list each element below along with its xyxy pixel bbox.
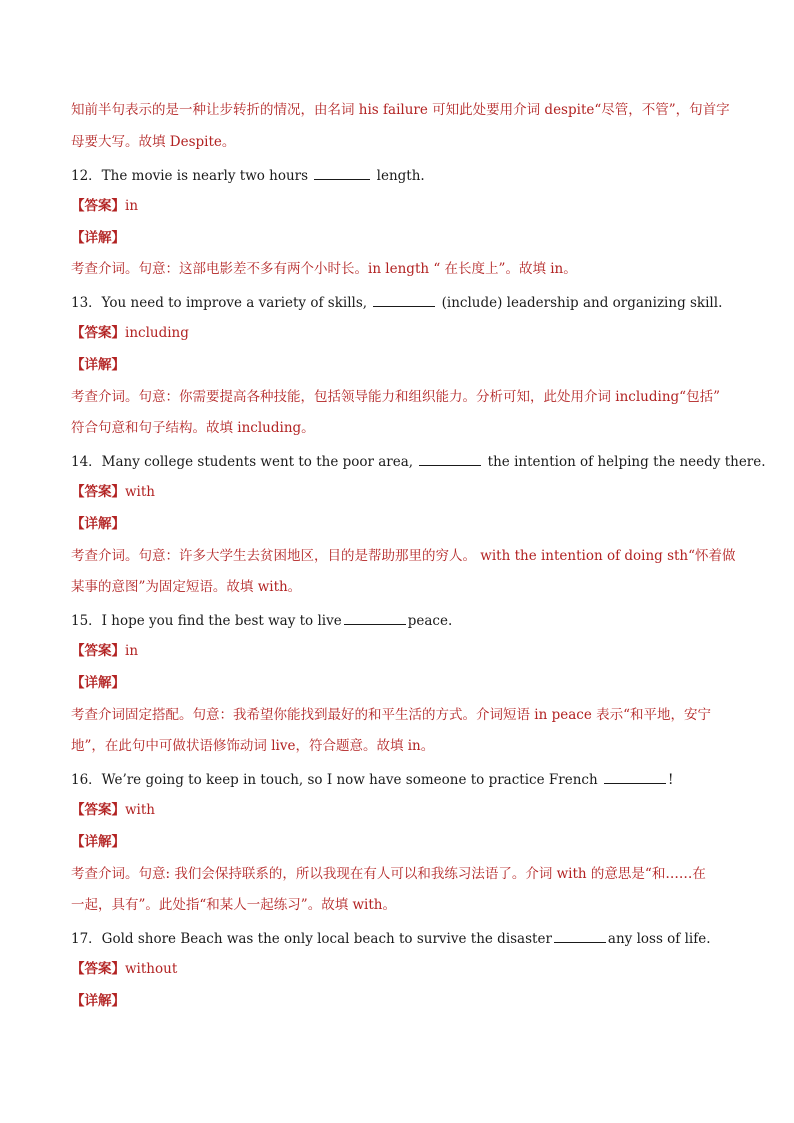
question-12: 12．The movie is nearly two hours length. (71, 165, 734, 185)
answer-13: 【答案】including (71, 325, 189, 341)
answer-12: 【答案】in (71, 198, 139, 214)
answer-blank (419, 451, 481, 466)
detail-label-17: 【详解】 (71, 993, 125, 1009)
answer-15: 【答案】in (71, 643, 139, 659)
explanation-16-line-1: 考查介词。句意: 我们会保持联系的，所以我现在有人可以和我练习法语了。介词 with 的意思是“和……在 (71, 866, 706, 882)
answer-14: 【答案】with (71, 484, 155, 500)
answer-16: 【答案】with (71, 802, 155, 818)
question-14: 14．Many college students went to the poor area, the intention of helping the needy there. (71, 451, 734, 471)
answer-blank (344, 610, 406, 625)
question-16: 16．We’re going to keep in touch, so I now have someone to practice French ! (71, 769, 734, 789)
detail-label-14: 【详解】 (71, 516, 125, 532)
prev-explanation-line-1: 知前半句表示的是一种让步转折的情况，由名词 his failure 可知此处要用介词 despite“尽管，不管”，句首字 (71, 102, 730, 118)
answer-blank (554, 928, 606, 943)
answer-blank (604, 769, 666, 784)
detail-label-16: 【详解】 (71, 834, 125, 850)
answer-blank (373, 292, 435, 307)
explanation-15-line-1: 考查介词固定搭配。句意：我希望你能找到最好的和平生活的方式。介词短语 in peace 表示“和平地，安宁 (71, 707, 712, 723)
answer-blank (314, 165, 370, 180)
detail-label-12: 【详解】 (71, 230, 125, 246)
question-15: 15．I hope you find the best way to live peace. (71, 610, 734, 630)
detail-label-15: 【详解】 (71, 675, 125, 691)
explanation-12: 考查介词。句意：这部电影差不多有两个小时长。in length “ 在长度上”。故填 in。 (71, 261, 577, 277)
explanation-16-line-2: 一起，具有”。此处指“和某人一起练习”。故填 with。 (71, 897, 396, 913)
explanation-14-line-2: 某事的意图”为固定短语。故填 with。 (71, 579, 302, 595)
explanation-14-line-1: 考查介词。句意：许多大学生去贫困地区，目的是帮助那里的穷人。 with the intention of doing sth“怀着做 (71, 548, 736, 564)
explanation-13-line-2: 符合句意和句子结构。故填 including。 (71, 420, 315, 436)
question-17: 17．Gold shore Beach was the only local beach to survive the disaster any loss of life. (71, 928, 734, 948)
explanation-13-line-1: 考查介词。句意：你需要提高各种技能，包括领导能力和组织能力。分析可知，此处用介词 including“包括” (71, 389, 720, 405)
detail-label-13: 【详解】 (71, 357, 125, 373)
answer-17: 【答案】without (71, 961, 178, 977)
question-13: 13．You need to improve a variety of skills, (include) leadership and organizing skill. (71, 292, 734, 312)
explanation-15-line-2: 地”，在此句中可做状语修饰动词 live，符合题意。故填 in。 (71, 738, 435, 754)
prev-explanation-line-2: 母要大写。故填 Despite。 (71, 134, 236, 150)
